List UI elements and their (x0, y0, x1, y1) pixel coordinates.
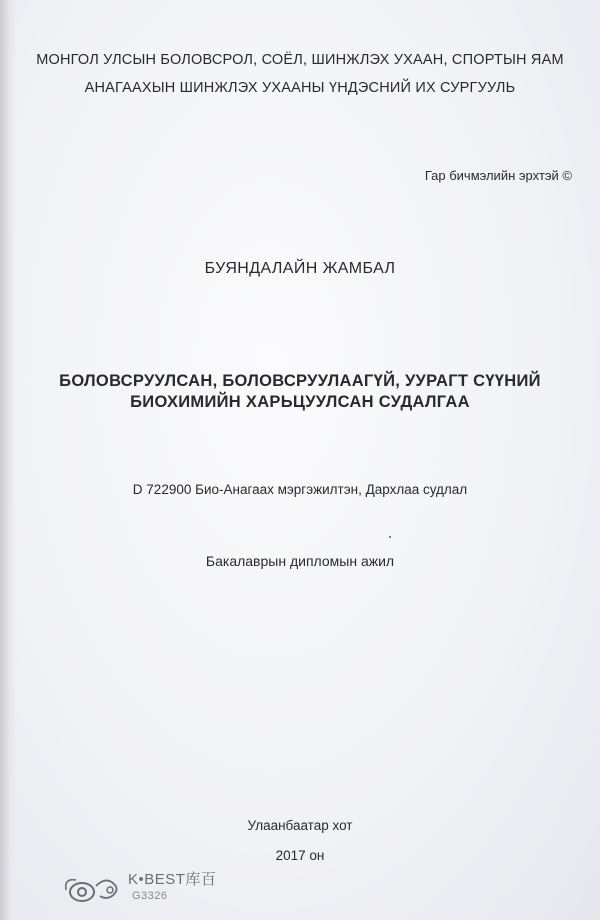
library-stamp (62, 866, 232, 912)
stamp-code: G3326 (132, 890, 168, 902)
author-name: БУЯНДАЛАЙН ЖАМБАЛ (204, 260, 396, 277)
camera-scribble-icon (62, 868, 126, 908)
copyright-note: Гар бичмэлийн эрхтэй © (424, 168, 572, 183)
specialty-code: D 722900 Био-Анагаах мэргэжилтэн, Дархлаа судлал (132, 482, 468, 497)
stamp-logo-text: K•BEST库百 (128, 871, 217, 888)
ministry-name: МОНГОЛ УЛСЫН БОЛОВСРОЛ, СОЁЛ, ШИНЖЛЭХ УХААН, СПОРТЫН ЯАМ (36, 52, 564, 68)
year: 2017 он (275, 848, 325, 863)
city-name: Улаанбаатар хот (247, 818, 353, 833)
thesis-title-line-1: БОЛОВСРУУЛСАН, БОЛОВСРУУЛААГҮЙ, УУРАГТ СҮҮНИЙ (59, 372, 541, 390)
university-name: АНАГААХЫН ШИНЖЛЭХ УХААНЫ ҮНДЭСНИЙ ИХ СУРГУУЛЬ (84, 80, 516, 96)
scan-edge-shadow (0, 0, 16, 920)
degree-type: Бакалаврын дипломын ажил (205, 553, 395, 569)
thesis-title-line-2: БИОХИМИЙН ХАРЬЦУУЛСАН СУДАЛГАА (130, 393, 470, 411)
scan-speck (389, 536, 391, 538)
